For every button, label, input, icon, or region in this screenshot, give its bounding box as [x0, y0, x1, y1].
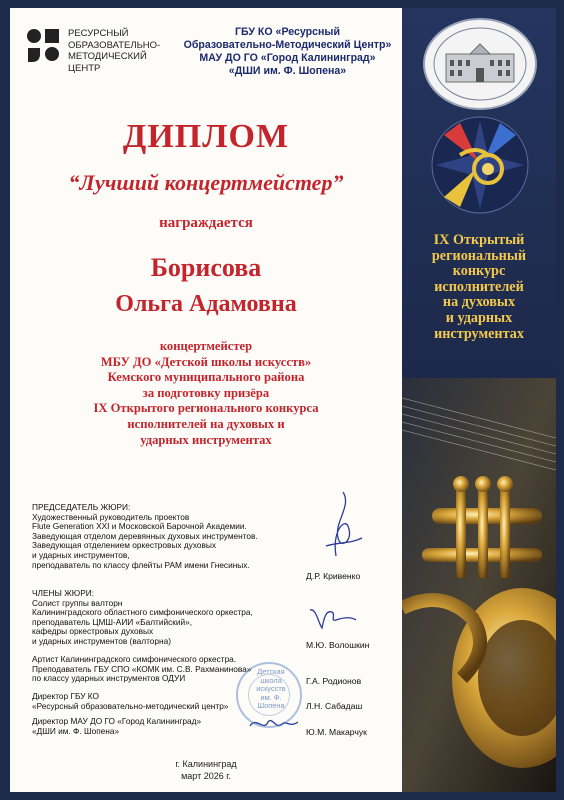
contest-line: региональный — [431, 247, 527, 264]
jury-line: и ударных инструментов (валторна) — [32, 635, 171, 646]
member-signature-icon — [306, 604, 360, 638]
jury-line: по классу ударных инструментов ОДУИ — [32, 673, 186, 684]
contest-line: инструментах — [434, 325, 524, 342]
organizers-block — [170, 26, 405, 78]
member1-name: М.Ю. Волошкин — [306, 640, 370, 650]
jury-line: Директор ГБУ КО — [32, 691, 99, 701]
horn-emblem-icon — [430, 115, 530, 215]
detail-line: IX Открытого регионального конкурса — [93, 401, 319, 416]
jury-line: преподаватель по классу флейты РАМ имени Гнесиных. — [32, 559, 250, 570]
logo-line: МЕТОДИЧЕСКИЙ — [68, 51, 147, 62]
jury-line: ЧЛЕНЫ ЖЮРИ: — [32, 588, 94, 598]
member2-name: Г.А. Родионов — [306, 676, 362, 686]
jury-line: преподаватель ЦМШ-АИИ «Балтийский», — [32, 616, 193, 627]
detail-line: МБУ ДО «Детской школы искусств» — [100, 354, 312, 369]
chair-name: Д.Р. Кривенко — [306, 571, 361, 581]
jury-line: кафедры оркестровых духовых — [32, 626, 154, 637]
jury-line: «Ресурсный образовательно-методический центр» — [32, 700, 229, 711]
chair-signature-icon — [318, 488, 368, 566]
organizer-line: МАУ ДО ГО «Город Калининград» — [199, 52, 376, 64]
contest-name — [402, 233, 556, 342]
contest-line: IX Открытый — [433, 232, 525, 248]
detail-line: за подготовку призёра — [142, 385, 270, 400]
detail-line: Кемского муниципального района — [107, 370, 305, 385]
jury-line: Flute Generation XXI и Московской Барочной Академии. — [32, 521, 247, 532]
director1-block — [32, 692, 228, 711]
center-logo-icon — [26, 28, 62, 64]
contest-line: на духовых — [442, 294, 516, 311]
date: март 2026 г. — [181, 771, 231, 781]
jury-line: Калининградского областного симфонического оркестра, — [32, 607, 253, 618]
director2-block — [32, 717, 201, 736]
detail-line: исполнителей на духовых и — [127, 416, 285, 431]
jury-member2 — [32, 655, 251, 684]
city: г. Калининград — [175, 759, 237, 769]
jury-line: Заведующая отделением оркестровых духовых — [32, 540, 217, 551]
contest-line: и ударных — [445, 309, 513, 326]
jury-line: Заведующая отделом деревянных духовых инструментов. — [32, 530, 258, 541]
jury-line: «ДШИ им. Ф. Шопена» — [32, 725, 120, 736]
logo-line: РЕСУРСНЫЙ — [68, 28, 129, 39]
jury-line: Солист группы валторн — [32, 597, 123, 608]
awarded-label: награждается — [159, 215, 253, 231]
organizer-line: «ДШИ им. Ф. Шопена» — [228, 65, 347, 77]
detail-line: концертмейстер — [159, 339, 253, 353]
nomination: “Лучший концертмейстер” — [68, 170, 344, 195]
jury-line: Художественный руководитель проектов — [32, 511, 190, 522]
director1-name: Л.Н. Сабадаш — [306, 701, 363, 711]
trumpet-photo-icon — [402, 378, 556, 792]
diploma-title: ДИПЛОМ — [122, 118, 290, 155]
jury-line: и ударных инструментов, — [32, 549, 130, 560]
recipient-name: Ольга Адамовна — [115, 291, 297, 317]
logo-line: ЦЕНТР — [68, 62, 101, 74]
recipient-surname: Борисова — [150, 253, 262, 282]
organizer-line: Образовательно-Методический Центр» — [183, 39, 392, 51]
jury-line: ПРЕДСЕДАТЕЛЬ ЖЮРИ: — [32, 502, 131, 512]
organizer-line: ГБУ КО «Ресурсный — [235, 26, 340, 38]
stamp-text: Детская школа искусств им. Ф. Шопена — [256, 667, 286, 711]
logo-line: ОБРАЗОВАТЕЛЬНО- — [68, 39, 161, 51]
jury-members — [32, 589, 253, 647]
logo-text — [68, 28, 160, 74]
jury-line: Директор МАУ ДО ГО «Город Калининград» — [32, 716, 202, 726]
contest-line: конкурс — [452, 263, 506, 280]
jury-line: Преподаватель ГБУ СПО «КОМК им. С.В. Рахманинова» — [32, 663, 252, 674]
detail-line: ударных инструментах — [140, 432, 272, 447]
award-details — [10, 339, 402, 448]
jury-chair — [32, 503, 258, 570]
contest-line: исполнителей — [434, 278, 524, 295]
director2-name: Ю.М. Макарчук — [306, 727, 367, 737]
jury-line: Артист Калининградского симфонического оркестра. — [32, 654, 237, 664]
school-building-emblem-icon — [422, 16, 538, 112]
